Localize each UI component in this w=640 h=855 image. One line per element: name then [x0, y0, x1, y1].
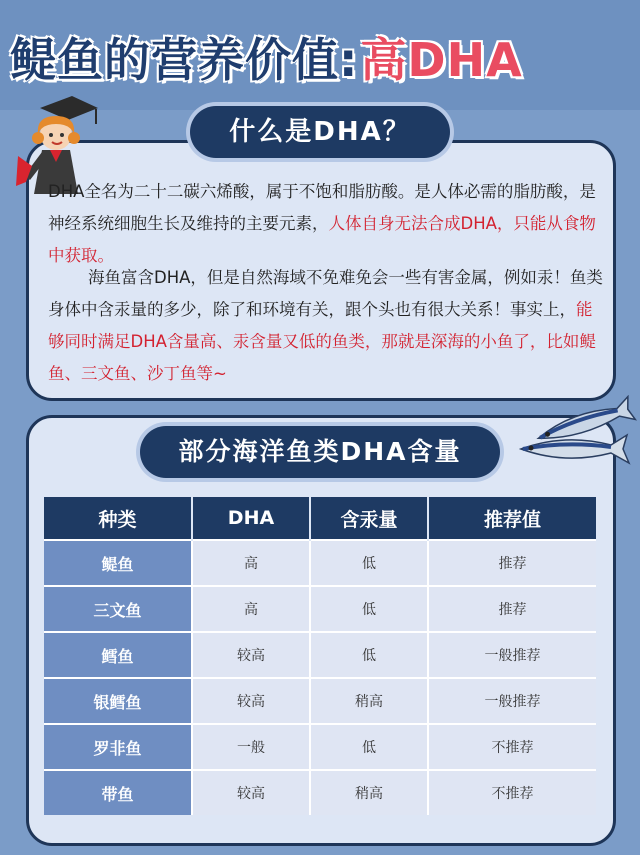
fish-name-cell: 鳕鱼	[44, 632, 192, 678]
mercury-level-cell: 低	[310, 586, 428, 632]
dha-level-cell: 较高	[192, 632, 310, 678]
fish-dha-table	[44, 497, 596, 815]
dha-level-cell: 较高	[192, 678, 310, 724]
recommendation-cell: 一般推荐	[428, 632, 596, 678]
table-row	[44, 724, 596, 770]
dha-intro-heading: 什么是DHA？	[190, 106, 450, 158]
recommendation-cell: 不推荐	[428, 770, 596, 815]
table-header-cell: 含汞量	[310, 497, 428, 540]
dha-source-paragraph	[48, 262, 606, 390]
table-header-cell: DHA	[192, 497, 310, 540]
mercury-level-cell: 低	[310, 724, 428, 770]
table-row	[44, 770, 596, 815]
dha-definition-paragraph	[48, 176, 606, 272]
recommendation-cell: 推荐	[428, 586, 596, 632]
title-main: 鳀鱼的营养价值:	[10, 33, 359, 87]
mercury-level-cell: 低	[310, 632, 428, 678]
mercury-level-cell: 稍高	[310, 770, 428, 815]
recommendation-cell: 一般推荐	[428, 678, 596, 724]
table-row	[44, 632, 596, 678]
anchovy-fish-illustration	[515, 395, 640, 475]
fish-name-cell: 罗非鱼	[44, 724, 192, 770]
title-accent: 高DHA	[360, 33, 523, 87]
dha-level-cell: 一般	[192, 724, 310, 770]
fish-name-cell: 带鱼	[44, 770, 192, 815]
dha-source-highlight: 能够同时满足DHA含量高、汞含量又低的鱼类，那就是深海的小鱼了，比如鳀鱼、三文鱼、沙丁鱼等~	[48, 300, 596, 383]
recommendation-cell: 不推荐	[428, 724, 596, 770]
table-header-row	[44, 497, 596, 540]
table-row	[44, 586, 596, 632]
page-title	[10, 22, 523, 92]
dha-source-text: 海鱼富含DHA，但是自然海域不免难免会一些有害金属，例如汞！鱼类身体中含汞量的多少，除了和环境有关，跟个头也有很大关系！事实上，	[48, 268, 603, 319]
dha-level-cell: 高	[192, 540, 310, 586]
table-row	[44, 678, 596, 724]
table-header-cell: 种类	[44, 497, 192, 540]
fish-name-cell: 鳀鱼	[44, 540, 192, 586]
dha-definition-highlight: 人体自身无法合成DHA，只能从食物中获取。	[48, 214, 596, 265]
mercury-level-cell: 低	[310, 540, 428, 586]
fish-name-cell: 银鳕鱼	[44, 678, 192, 724]
table-row	[44, 540, 596, 586]
table-header-cell: 推荐值	[428, 497, 596, 540]
dha-level-cell: 较高	[192, 770, 310, 815]
fish-dha-heading: 部分海洋鱼类DHA含量	[140, 426, 500, 478]
recommendation-cell: 推荐	[428, 540, 596, 586]
dha-definition-text: DHA全名为二十二碳六烯酸，属于不饱和脂肪酸。是人体必需的脂肪酸，是神经系统细胞生长及维持的主要元素，	[48, 182, 596, 233]
fish-name-cell: 三文鱼	[44, 586, 192, 632]
dha-level-cell: 高	[192, 586, 310, 632]
mercury-level-cell: 稍高	[310, 678, 428, 724]
